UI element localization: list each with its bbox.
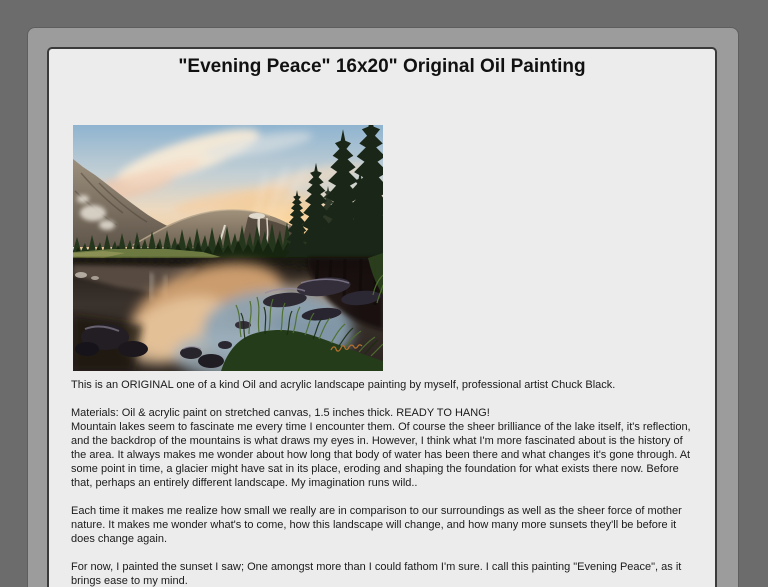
- description-materials-line: Materials: Oil & acrylic paint on stretched canvas, 1.5 inches thick. READY TO HANG!: [71, 407, 490, 419]
- description-story-lake: Mountain lakes seem to fascinate me every time I encounter them. Of course the sheer brilliance of the lake itself, it's reflection, and the backdrop of the mountains is what draws my eyes in. However, I think what I'm more fascinated about is the history of the area. It always makes me wonder about how long that body of water has been there and what changes it's gone through. At some point in time, a glacier might have sat in its place, eroding and shaping the foundation for what exists there now. Before that, perhaps an entirely different landscape. My imagination runs wild..: [71, 421, 691, 489]
- painting-figure: [73, 125, 383, 371]
- description-story-closing: For now, I painted the sunset I saw; One amongst more than I could fathom I'm sure. I call this painting "Evening Peace", as it brings ease to my mind.: [71, 561, 682, 587]
- listing-title: "Evening Peace" 16x20" Original Oil Painting: [178, 56, 586, 77]
- listing-description: [71, 378, 693, 587]
- description-story-perspective: Each time it makes me realize how small we really are in comparison to our surroundings as well as the sheer force of mother nature. It makes me wonder what's to come, how this landscape will change, and how many more sunsets they'll be before it does change again.: [71, 505, 682, 545]
- painting-image: [73, 125, 383, 371]
- description-intro: This is an ORIGINAL one of a kind Oil and acrylic landscape painting by myself, professional artist Chuck Black.: [71, 379, 616, 391]
- description-materials-paragraph: [71, 406, 693, 490]
- listing-panel: [47, 47, 717, 587]
